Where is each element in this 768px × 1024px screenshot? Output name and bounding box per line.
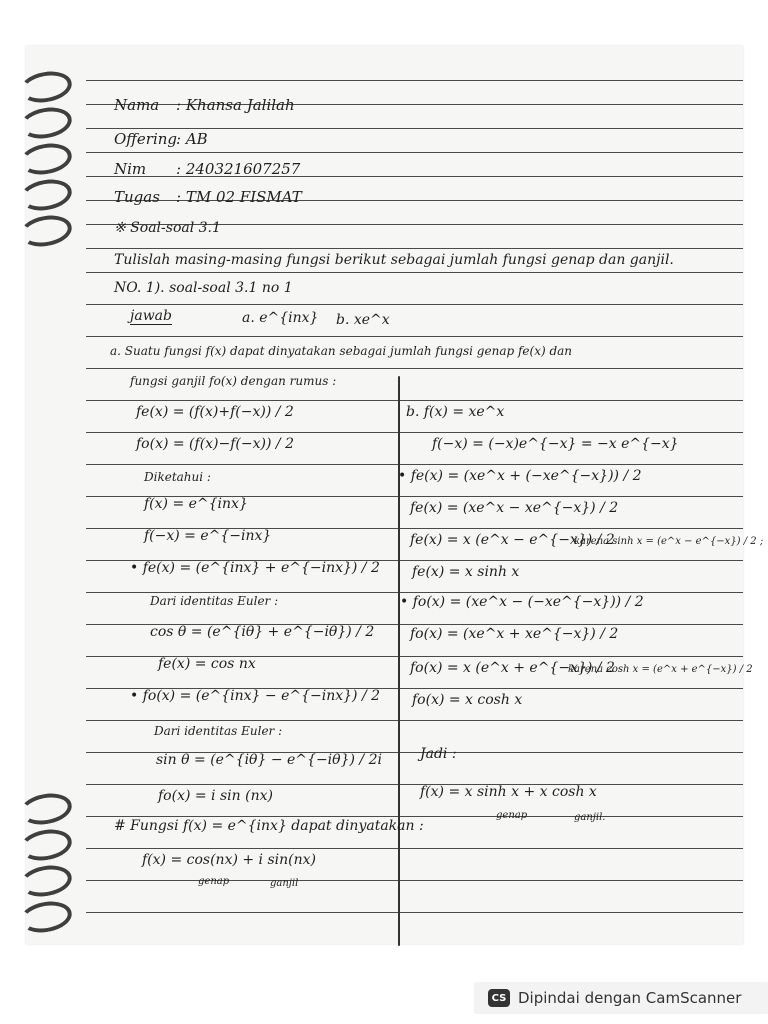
problem-label: NO. 1). soal-soal 3.1 no 1 [114, 280, 293, 296]
conclusion-text: # Fungsi f(x) = e^{inx} dapat dinyatakan : [114, 818, 424, 834]
spiral-binding [0, 0, 80, 1024]
section-title: ※ Soal-soal 3.1 [114, 220, 221, 236]
option-a: a. e^{inx} [242, 310, 319, 326]
instruction-text: Tulislah masing-masing fungsi berikut sebagai jumlah fungsi genap dan ganjil. [114, 252, 674, 268]
fe-definition: fe(x) = (f(x)+f(−x)) / 2 [136, 404, 294, 420]
fe-result: fe(x) = cos nx [158, 656, 256, 672]
camscanner-logo-icon: CS [488, 989, 510, 1007]
part-b-fx: b. f(x) = xe^x [406, 404, 505, 420]
jadi-label: Jadi : [420, 746, 457, 762]
part-a-intro-line1: a. Suatu fungsi f(x) dapat dinyatakan sebagai jumlah fungsi genap fe(x) dan [110, 344, 573, 358]
nama-label: Nama [114, 96, 160, 114]
final-expression-b: f(x) = x sinh x + x cosh x [420, 784, 597, 800]
sinh-identity-note: karena sinh x = (e^x − e^{−x}) / 2 ; [574, 536, 764, 547]
fo-step-2: fo(x) = (xe^x + xe^{−x}) / 2 [410, 626, 619, 642]
nim-value: : 240321607257 [176, 160, 301, 178]
part-b-f-minus-x: f(−x) = (−x)e^{−x} = −x e^{−x} [432, 436, 679, 452]
fo-step-3: fo(x) = x (e^x + e^{−x}) / 2 [410, 660, 615, 676]
f-minus-x-given: f(−x) = e^{−inx} [144, 528, 272, 544]
offering-value: : AB [176, 130, 208, 148]
cosh-identity-note: karena cosh x = (e^x + e^{−x}) / 2 [568, 664, 753, 675]
fe-step-1: • fe(x) = (xe^x + (−xe^{−x})) / 2 [398, 468, 642, 484]
genap-label-b: genap [496, 810, 528, 821]
fx-given: f(x) = e^{inx} [144, 496, 248, 512]
genap-label-a: genap [198, 876, 230, 887]
fo-calculation: • fo(x) = (e^{inx} − e^{−inx}) / 2 [130, 688, 381, 704]
final-expression-a: f(x) = cos(nx) + i sin(nx) [142, 852, 316, 868]
sin-identity: sin θ = (e^{iθ} − e^{−iθ}) / 2i [156, 752, 382, 768]
camscanner-text: Dipindai dengan CamScanner [518, 989, 742, 1007]
tugas-value: : TM 02 FISMAT [176, 188, 302, 206]
cos-identity: cos θ = (e^{iθ} + e^{−iθ}) / 2 [150, 624, 375, 640]
euler-label-2: Dari identitas Euler : [154, 724, 283, 738]
fe-step-3: fe(x) = x (e^x − e^{−x}) / 2 [410, 532, 615, 548]
fe-calculation: • fe(x) = (e^{inx} + e^{−inx}) / 2 [130, 560, 380, 576]
part-a-intro-line2: fungsi ganjil fo(x) dengan rumus : [130, 374, 337, 388]
euler-label-1: Dari identitas Euler : [150, 594, 279, 608]
fe-step-2: fe(x) = (xe^x − xe^{−x}) / 2 [410, 500, 619, 516]
column-divider [398, 376, 400, 946]
nim-label: Nim [114, 160, 147, 178]
diketahui-label: Diketahui : [144, 470, 211, 484]
tugas-label: Tugas [114, 188, 160, 206]
fo-definition: fo(x) = (f(x)−f(−x)) / 2 [136, 436, 294, 452]
fo-step-1: • fo(x) = (xe^x − (−xe^{−x})) / 2 [400, 594, 644, 610]
offering-label: Offering [114, 130, 178, 148]
notebook-page [26, 46, 764, 944]
ganjil-label-a: ganjil [270, 878, 299, 889]
option-b: b. xe^x [336, 312, 390, 328]
fe-step-4: fe(x) = x sinh x [412, 564, 520, 580]
camscanner-watermark [474, 982, 768, 1014]
ganjil-label-b: ganjil. [574, 812, 606, 823]
nama-value: : Khansa Jalilah [176, 96, 295, 114]
fo-step-4: fo(x) = x cosh x [412, 692, 523, 708]
fo-result: fo(x) = i sin (nx) [158, 788, 273, 804]
jawab-label: jawab [130, 308, 172, 324]
